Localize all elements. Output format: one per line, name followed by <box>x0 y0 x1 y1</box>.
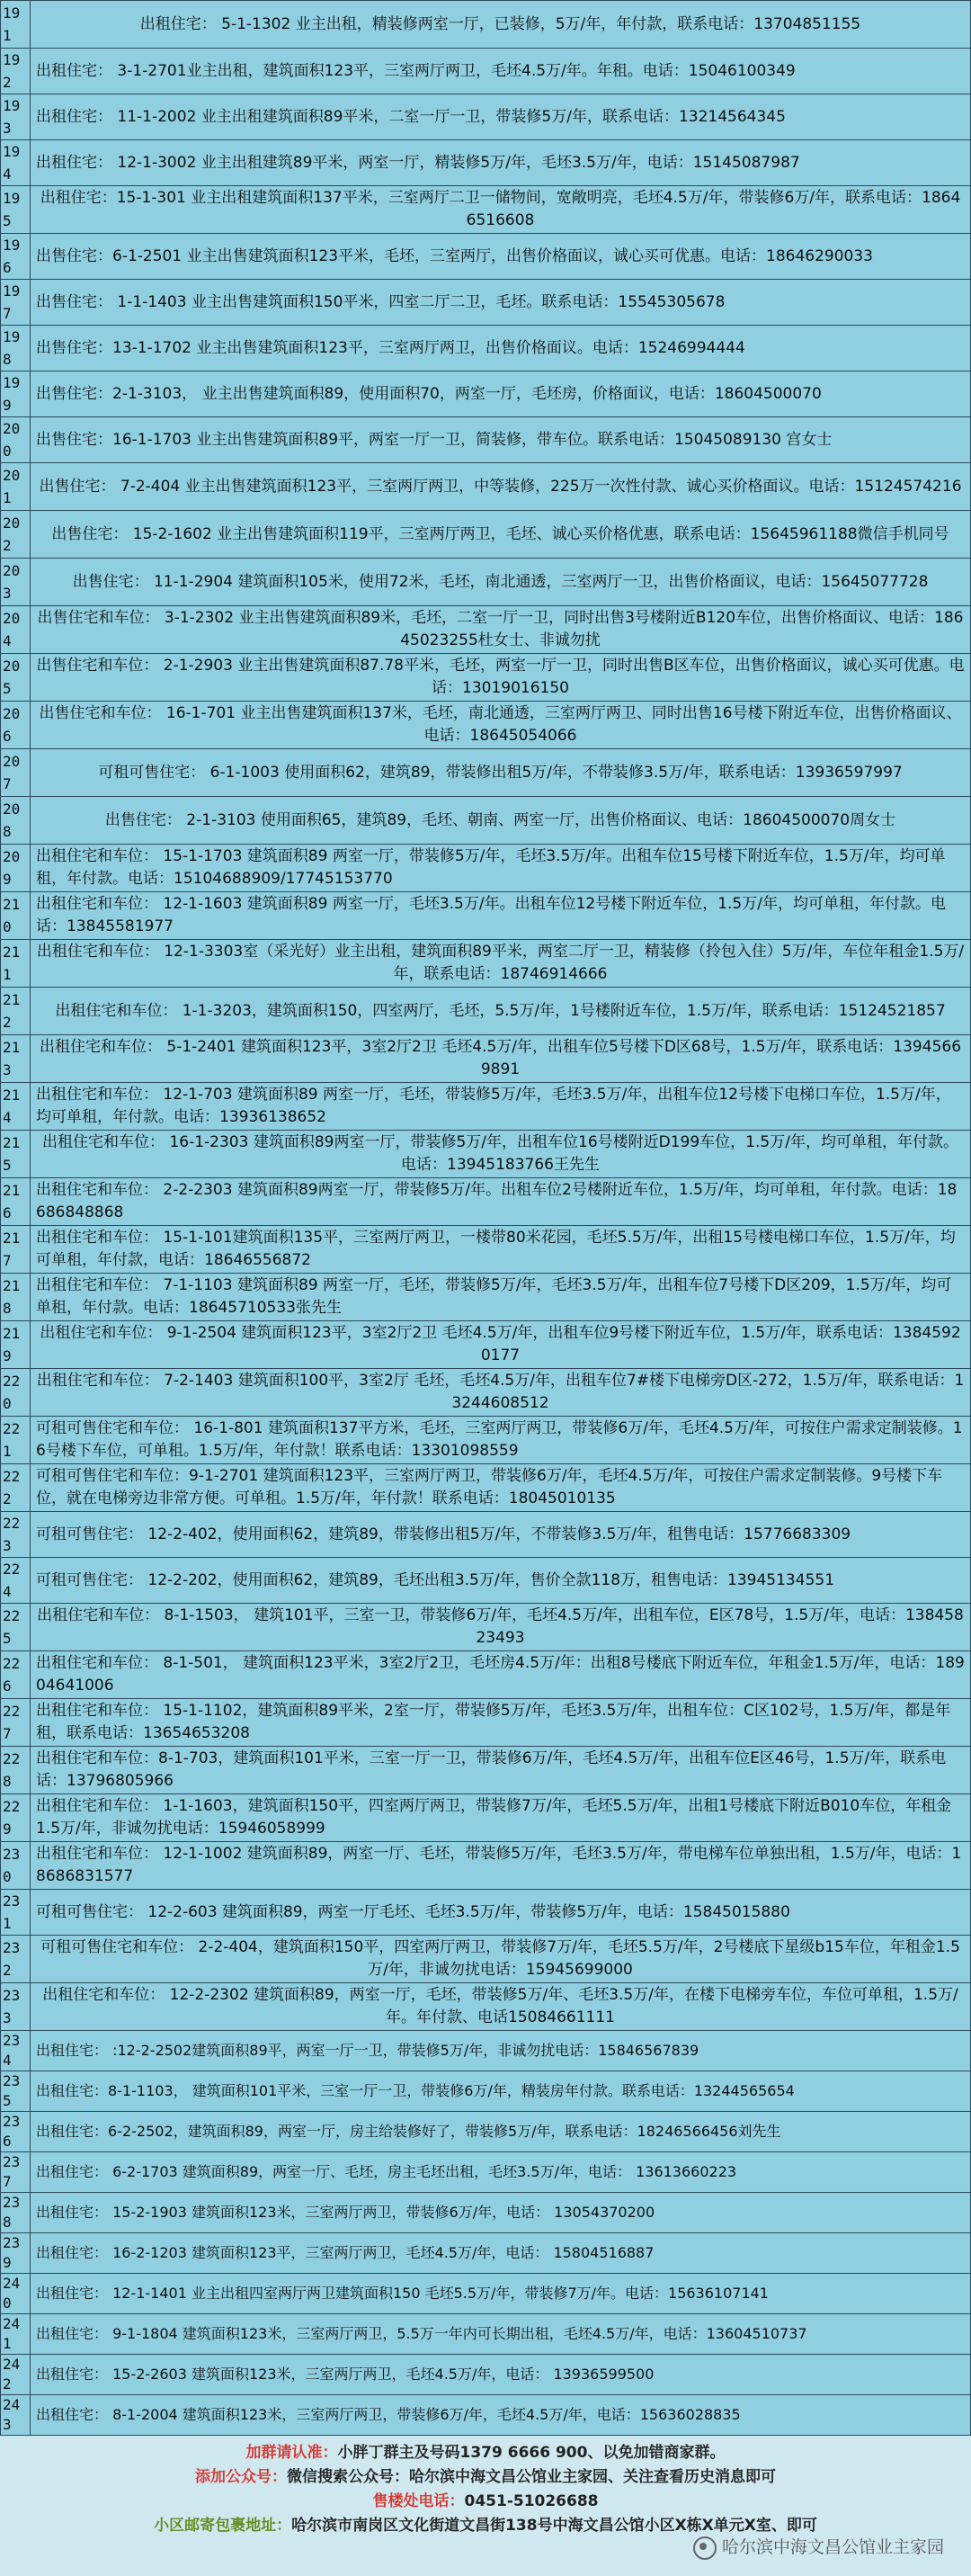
listing-description: 出租住宅：15-1-301 业主出租建筑面积137平米，三室两厅二卫一储物间，宽敞明亮，毛坯4.5万/年，带装修6万/年，联系电话：18646516608 <box>31 186 971 234</box>
listing-description: 出租住宅和车位： 9-1-2504 建筑面积123平，3室2厅2卫 毛坯4.5万/年，出租车位9号楼下附近车位，1.5万/年，联系电话：13845920177 <box>31 1321 971 1369</box>
listing-number: 236 <box>1 2112 31 2152</box>
listing-description: 出租住宅： 9-1-1804 建筑面积123米，三室两厅两卫，5.5万一年内可长期出租，毛坯4.5万/年，电话：13604510737 <box>31 2314 971 2355</box>
listing-description: 出租住宅： 11-1-2002 业主出租建筑面积89平米，二室一厅一卫，带装修5万/年，联系电话：13214564345 <box>31 94 971 140</box>
wechat-official-account-icon <box>693 2536 717 2560</box>
listing-number: 203 <box>1 559 31 606</box>
listing-number: 239 <box>1 2233 31 2274</box>
listing-description: 可租可售住宅和车位： 16-1-801 建筑面积137平方米，毛坯，三室两厅两卫，带装修6万/年，毛坯4.5万/年，可按住户需求定制装修。16号楼下车位，可单租。1.5万/年，年付款！联系电话：13301098559 <box>31 1417 971 1464</box>
listing-row <box>1 892 971 940</box>
listing-row <box>1 94 971 140</box>
listing-row <box>1 2233 971 2274</box>
footer-info <box>0 2436 971 2576</box>
listing-description: 出租住宅： 12-1-3002 业主出租建筑89平米，两室一厅，精装修5万/年，毛坯3.5万/年，电话：15145087987 <box>31 140 971 186</box>
listing-number: 211 <box>1 940 31 988</box>
listing-number: 224 <box>1 1558 31 1604</box>
listing-description: 出售住宅：6-1-2501 业主出售建筑面积123平米，毛坯，三室两厅，出售价格面议，诚心买可优惠。电话：18646290033 <box>31 234 971 280</box>
listing-row <box>1 1464 971 1512</box>
listing-row <box>1 845 971 892</box>
listing-description: 出租住宅和车位： 8-1-1503， 建筑101平，三室一卫，带装修6万/年，毛坯4.5万/年，出租车位，E区78号，1.5万/年，电话：13845823493 <box>31 1604 971 1651</box>
listing-description: 出租住宅和车位： 1-1-1603，建筑面积150平，四室两厅两卫，带装修7万/年，毛坯5.5万/年，出租1号楼底下附近B010车位，年租金1.5万/年，非诚勿扰电话：15946058999 <box>31 1794 971 1842</box>
listing-number: 221 <box>1 1417 31 1464</box>
listing-number: 199 <box>1 371 31 417</box>
listing-row <box>1 511 971 559</box>
listing-number: 201 <box>1 463 31 511</box>
listing-row <box>1 1321 971 1369</box>
listing-description: 出租住宅：6-2-2502，建筑面积89，两室一厅，房主给装修好了，带装修5万/年，联系电话：18246566456刘先生 <box>31 2112 971 2152</box>
listing-number: 212 <box>1 988 31 1035</box>
listing-number: 213 <box>1 1035 31 1083</box>
listing-row <box>1 1226 971 1274</box>
listing-number: 237 <box>1 2152 31 2193</box>
listing-number: 226 <box>1 1651 31 1699</box>
listing-number: 216 <box>1 1178 31 1226</box>
listing-row <box>1 1274 971 1321</box>
listing-number: 231 <box>1 1890 31 1936</box>
listing-rows <box>1 1 971 2436</box>
listing-number: 227 <box>1 1699 31 1747</box>
listing-description: 出售住宅： 7-2-404 业主出售建筑面积123平，三室两厅两卫，中等装修，225万一次性付款、诚心买价格面议。电话：15124574216 <box>31 463 971 511</box>
listing-description: 出售住宅：13-1-1702 业主出售建筑面积123平，三室两厅两卫，出售价格面议。电话：15246994444 <box>31 326 971 371</box>
listing-number: 243 <box>1 2395 31 2436</box>
listing-row <box>1 749 971 797</box>
listing-row <box>1 463 971 511</box>
listing-number: 195 <box>1 186 31 234</box>
listing-row <box>1 2112 971 2152</box>
listing-row <box>1 1131 971 1178</box>
listing-number: 194 <box>1 140 31 186</box>
listing-number: 233 <box>1 1983 31 2031</box>
listing-description: 出租住宅和车位： 7-2-1403 建筑面积100平，3室2厅 毛坯，毛坯4.5万/年，出租车位7#楼下电梯旁D区-272，1.5万/年，联系电话：13244608512 <box>31 1369 971 1417</box>
listing-row <box>1 140 971 186</box>
listing-row <box>1 1983 971 2031</box>
listing-description: 出租住宅： 6-2-1703 建筑面积89，两室一厅、毛坯，房主毛坯出租，毛坯3.5万/年，电话： 13613660223 <box>31 2152 971 2193</box>
address-label: 小区邮寄包裹地址： <box>154 2517 292 2535</box>
listing-description: 出租住宅： 15-2-1903 建筑面积123米，三室两厅两卫，带装修6万/年，电话： 13054370200 <box>31 2193 971 2233</box>
listing-row <box>1 1 971 49</box>
listing-description: 可租可售住宅和车位：9-1-2701 建筑面积123平，三室两厅两卫，带装修6万/年，毛坯4.5万/年，可按住户需求定制装修。9号楼下车位，就在电梯旁边非常方便。可单租。1.5万/年，年付款！联系电话：18045010135 <box>31 1464 971 1512</box>
listing-row <box>1 2314 971 2355</box>
listing-number: 207 <box>1 749 31 797</box>
listing-number: 220 <box>1 1369 31 1417</box>
listing-row <box>1 1083 971 1131</box>
listing-number: 202 <box>1 511 31 559</box>
listing-row <box>1 1890 971 1936</box>
watermark-text: 哈尔滨中海文昌公馆业主家园 <box>721 2537 944 2557</box>
listing-description: 可租可售住宅： 12-2-603 建筑面积89，两室一厅毛坯、毛坯3.5万/年，带装修5万/年，电话：15845015880 <box>31 1890 971 1936</box>
listing-description: 出售住宅和车位： 16-1-701 业主出售建筑面积137米，毛坯，南北通透，三室两厅两卫、同时出售16号楼下附近车位，出售价格面议、电话：18645054066 <box>31 702 971 749</box>
listing-row <box>1 1794 971 1842</box>
listing-description: 出租住宅： 5-1-1302 业主出租，精装修两室一厅，已装修，5万/年，年付款，联系电话：13704851155 <box>31 1 971 49</box>
listing-number: 228 <box>1 1747 31 1794</box>
listing-row <box>1 2355 971 2395</box>
listing-number: 192 <box>1 49 31 94</box>
address-text: 哈尔滨市南岗区文化街道文昌街138号中海文昌公馆小区X栋X单元X室、即可 <box>291 2517 817 2535</box>
listing-description: 出租住宅和车位： 1-1-3203，建筑面积150，四室两厅，毛坯，5.5万/年，1号楼附近车位，1.5万/年，联系电话：15124521857 <box>31 988 971 1035</box>
listing-number: 209 <box>1 845 31 892</box>
listing-row <box>1 1747 971 1794</box>
listing-number: 230 <box>1 1842 31 1890</box>
listing-row <box>1 371 971 417</box>
listing-number: 219 <box>1 1321 31 1369</box>
listing-row <box>1 940 971 988</box>
account-label: 添加公众号： <box>195 2468 287 2486</box>
listing-description: 出租住宅和车位： 12-1-703 建筑面积89 两室一厅，毛坯，带装修5万/年，毛坯3.5万/年，出租车位12号楼下电梯口车位，1.5万/年，均可单租，年付款。电话：13936138652 <box>31 1083 971 1131</box>
listing-number: 229 <box>1 1794 31 1842</box>
listing-row <box>1 606 971 654</box>
listing-row <box>1 326 971 371</box>
listing-number: 241 <box>1 2314 31 2355</box>
listing-description: 出售住宅： 11-1-2904 建筑面积105米，使用72米，毛坯，南北通透，三室两厅一卫，出售价格面议，电话：15645077728 <box>31 559 971 606</box>
listing-description: 出租住宅和车位： 16-1-2303 建筑面积89两室一厅，带装修5万/年，出租车位16号楼附近D199车位，1.5万/年，均可单租，年付款。电话：13945183766王先生 <box>31 1131 971 1178</box>
listing-row <box>1 1936 971 1983</box>
listing-description: 出租住宅： :12-2-2502建筑面积89平，两室一厅一卫，带装修5万/年，非诚勿扰电话：15846567839 <box>31 2031 971 2071</box>
listing-number: 238 <box>1 2193 31 2233</box>
footer-line-group <box>0 2441 971 2465</box>
listing-description: 出租住宅和车位： 12-1-3303室（采光好）业主出租，建筑面积89平米，两室二厅一卫，精装修（拎包入住）5万/年，车位年租金1.5万/年，联系电话：18746914666 <box>31 940 971 988</box>
listing-description: 出售住宅：16-1-1703 业主出售建筑面积89平，两室一厅一卫，简装修，带车位。联系电话：15045089130 宫女士 <box>31 417 971 463</box>
listing-description: 出租住宅和车位： 15-1-1703 建筑面积89 两室一厅，带装修5万/年，毛坯3.5万/年。出租车位15号楼下附近车位，1.5万/年，均可单租，年付款。电话：15104688909/17745153770 <box>31 845 971 892</box>
listing-row <box>1 2152 971 2193</box>
listing-number: 215 <box>1 1131 31 1178</box>
listing-row <box>1 1842 971 1890</box>
listing-number: 214 <box>1 1083 31 1131</box>
listing-row <box>1 2071 971 2112</box>
listing-number: 198 <box>1 326 31 371</box>
listing-row <box>1 1558 971 1604</box>
listing-description: 出租住宅： 16-2-1203 建筑面积123平，三室两厅两卫，毛坯4.5万/年，电话： 15804516887 <box>31 2233 971 2274</box>
listing-description: 出售住宅和车位： 2-1-2903 业主出售建筑面积87.78平米，毛坯，两室一厅一卫，同时出售B区车位，出售价格面议，诚心买可优惠。电话：13019016150 <box>31 654 971 702</box>
listing-row <box>1 2395 971 2436</box>
footer-line-account <box>0 2465 971 2490</box>
listing-row <box>1 1512 971 1558</box>
listing-row <box>1 1604 971 1651</box>
group-text: 小胖丁群主及号码1379 6666 900、以免加错商家群。 <box>337 2444 726 2462</box>
listing-description: 出售住宅和车位： 3-1-2302 业主出售建筑面积89米，毛坯，二室一厅一卫，同时出售3号楼附近B120车位，出售价格面议、电话：18645023255杜女士、非诚勿扰 <box>31 606 971 654</box>
listing-number: 196 <box>1 234 31 280</box>
listing-description: 出租住宅和车位： 12-1-1603 建筑面积89 两室一厅，毛坯3.5万/年。出租车位12号楼下附近车位，1.5万/年，均可单租，年付款。电话：13845581977 <box>31 892 971 940</box>
listing-row <box>1 234 971 280</box>
footer-line-address <box>0 2514 971 2538</box>
listing-row <box>1 186 971 234</box>
listing-number: 232 <box>1 1936 31 1983</box>
listing-row <box>1 2274 971 2314</box>
listing-row <box>1 559 971 606</box>
listing-description: 可租可售住宅： 12-2-402，使用面积62，建筑89，带装修出租5万/年，不带装修3.5万/年，租售电话：15776683309 <box>31 1512 971 1558</box>
listing-row <box>1 280 971 326</box>
listing-description: 可租可售住宅： 12-2-202，使用面积62，建筑89，毛坯出租3.5万/年，售价全款118万，租售电话：13945134551 <box>31 1558 971 1604</box>
listing-number: 225 <box>1 1604 31 1651</box>
listing-number: 210 <box>1 892 31 940</box>
listing-description: 出售住宅： 15-2-1602 业主出售建筑面积119平，三室两厅两卫，毛坯、诚心买价格优惠，联系电话：15645961188微信手机同号 <box>31 511 971 559</box>
listing-number: 240 <box>1 2274 31 2314</box>
listing-row <box>1 417 971 463</box>
listing-number: 204 <box>1 606 31 654</box>
footer-line-sales <box>0 2490 971 2514</box>
listing-number: 205 <box>1 654 31 702</box>
listing-row <box>1 797 971 845</box>
listing-number: 234 <box>1 2031 31 2071</box>
listing-number: 197 <box>1 280 31 326</box>
listing-number: 217 <box>1 1226 31 1274</box>
listing-description: 出租住宅和车位： 2-2-2303 建筑面积89两室一厅，带装修5万/年。出租车位2号楼附近车位，1.5万/年，均可单租，年付款。电话：18686848868 <box>31 1178 971 1226</box>
listing-description: 出售住宅： 1-1-1403 业主出售建筑面积150平米，四室二厅二卫，毛坯。联系电话：15545305678 <box>31 280 971 326</box>
listing-row <box>1 988 971 1035</box>
listing-row <box>1 1651 971 1699</box>
listing-number: 193 <box>1 94 31 140</box>
listing-description: 出租住宅： 8-1-2004 建筑面积123米，三室两厅两卫，带装修6万/年，毛坯4.5万/年，电话：15636028835 <box>31 2395 971 2436</box>
listing-number: 200 <box>1 417 31 463</box>
listing-number: 191 <box>1 1 31 49</box>
listing-row <box>1 1699 971 1747</box>
listing-row <box>1 1417 971 1464</box>
listing-description: 可租可售住宅和车位： 2-2-404，建筑面积150平，四室两厅两卫，带装修7万/年，毛坯5.5万/年，2号楼底下星级b15车位，年租金1.5万/年，非诚勿扰电话：15945699000 <box>31 1936 971 1983</box>
listing-row <box>1 1035 971 1083</box>
listing-row <box>1 2193 971 2233</box>
sales-label: 售楼处电话： <box>372 2492 465 2510</box>
listing-description: 可租可售住宅： 6-1-1003 使用面积62，建筑89，带装修出租5万/年，不带装修3.5万/年，联系电话：13936597997 <box>31 749 971 797</box>
listing-description: 出租住宅：8-1-1103， 建筑面积101平米，三室一厅一卫，带装修6万/年，精装房年付款。联系电话：13244565654 <box>31 2071 971 2112</box>
listing-description: 出售住宅：2-1-3103， 业主出售建筑面积89，使用面积70，两室一厅，毛坯房，价格面议，电话：18604500070 <box>31 371 971 417</box>
account-text: 微信搜索公众号：哈尔滨中海文昌公馆业主家园、关注查看历史消息即可 <box>287 2468 776 2486</box>
sales-phone: 0451-51026688 <box>464 2492 599 2510</box>
listing-description: 出租住宅： 3-1-2701业主出租，建筑面积123平，三室两厅两卫，毛坯4.5万/年。年租。电话：15046100349 <box>31 49 971 94</box>
listing-row <box>1 2031 971 2071</box>
listing-number: 223 <box>1 1512 31 1558</box>
listing-description: 出租住宅和车位： 8-1-501， 建筑面积123平米，3室2厅2卫，毛坯房4.5万/年：出租8号楼底下附近车位，年租金1.5万/年，电话：18904641006 <box>31 1651 971 1699</box>
listing-description: 出租住宅和车位： 15-1-101建筑面积135平，三室两厅两卫，一楼带80米花园，毛坯5.5万/年，出租15号楼电梯口车位，1.5万/年，均可单租，年付款，电话：18646556872 <box>31 1226 971 1274</box>
listing-description: 出租住宅： 12-1-1401 业主出租四室两厅两卫建筑面积150 毛坯5.5万/年，带装修7万/年。电话：15636107141 <box>31 2274 971 2314</box>
watermark <box>693 2536 944 2560</box>
listing-number: 208 <box>1 797 31 845</box>
listing-row <box>1 702 971 749</box>
listing-description: 出租住宅和车位：8-1-703，建筑面积101平米，三室一厅一卫，带装修6万/年，毛坯4.5万/年，出租车位E区46号，1.5万/年，联系电话：13796805966 <box>31 1747 971 1794</box>
listing-description: 出租住宅和车位： 7-1-1103 建筑面积89 两室一厅，毛坯，带装修5万/年，毛坯3.5万/年，出租车位7号楼下D区209，1.5万/年，均可单租，年付款。电话：18645710533张先生 <box>31 1274 971 1321</box>
listing-number: 235 <box>1 2071 31 2112</box>
listing-number: 222 <box>1 1464 31 1512</box>
group-label: 加群请认准： <box>245 2444 338 2462</box>
listing-number: 242 <box>1 2355 31 2395</box>
listing-description: 出租住宅和车位： 12-1-1002 建筑面积89，两室一厅、毛坯，带装修5万/年，毛坯3.5万/年，带电梯车位单独出租，1.5万/年，电话：18686831577 <box>31 1842 971 1890</box>
listing-number: 206 <box>1 702 31 749</box>
listing-number: 218 <box>1 1274 31 1321</box>
listing-row <box>1 49 971 94</box>
listing-description: 出售住宅： 2-1-3103 使用面积65，建筑89，毛坯、朝南、两室一厅，出售价格面议、电话：18604500070周女士 <box>31 797 971 845</box>
listing-row <box>1 654 971 702</box>
listing-description: 出租住宅和车位： 12-2-2302 建筑面积89，两室一厅，毛坯，带装修5万/年、毛坯3.5万/年，在楼下电梯旁车位，车位可单租，1.5万/年。年付款、电话15084661111 <box>31 1983 971 2031</box>
listing-description: 出租住宅和车位： 5-1-2401 建筑面积123平，3室2厅2卫 毛坯4.5万/年，出租车位5号楼下D区68号，1.5万/年，联系电话：13945669891 <box>31 1035 971 1083</box>
listing-description: 出租住宅： 15-2-2603 建筑面积123米，三室两厅两卫，毛坯4.5万/年，电话： 13936599500 <box>31 2355 971 2395</box>
listing-row <box>1 1178 971 1226</box>
listing-row <box>1 1369 971 1417</box>
listing-description: 出租住宅和车位： 15-1-1102，建筑面积89平米，2室一厅，带装修5万/年，毛坯3.5万/年，出租车位：C区102号，1.5万/年，都是年租，联系电话：13654653208 <box>31 1699 971 1747</box>
